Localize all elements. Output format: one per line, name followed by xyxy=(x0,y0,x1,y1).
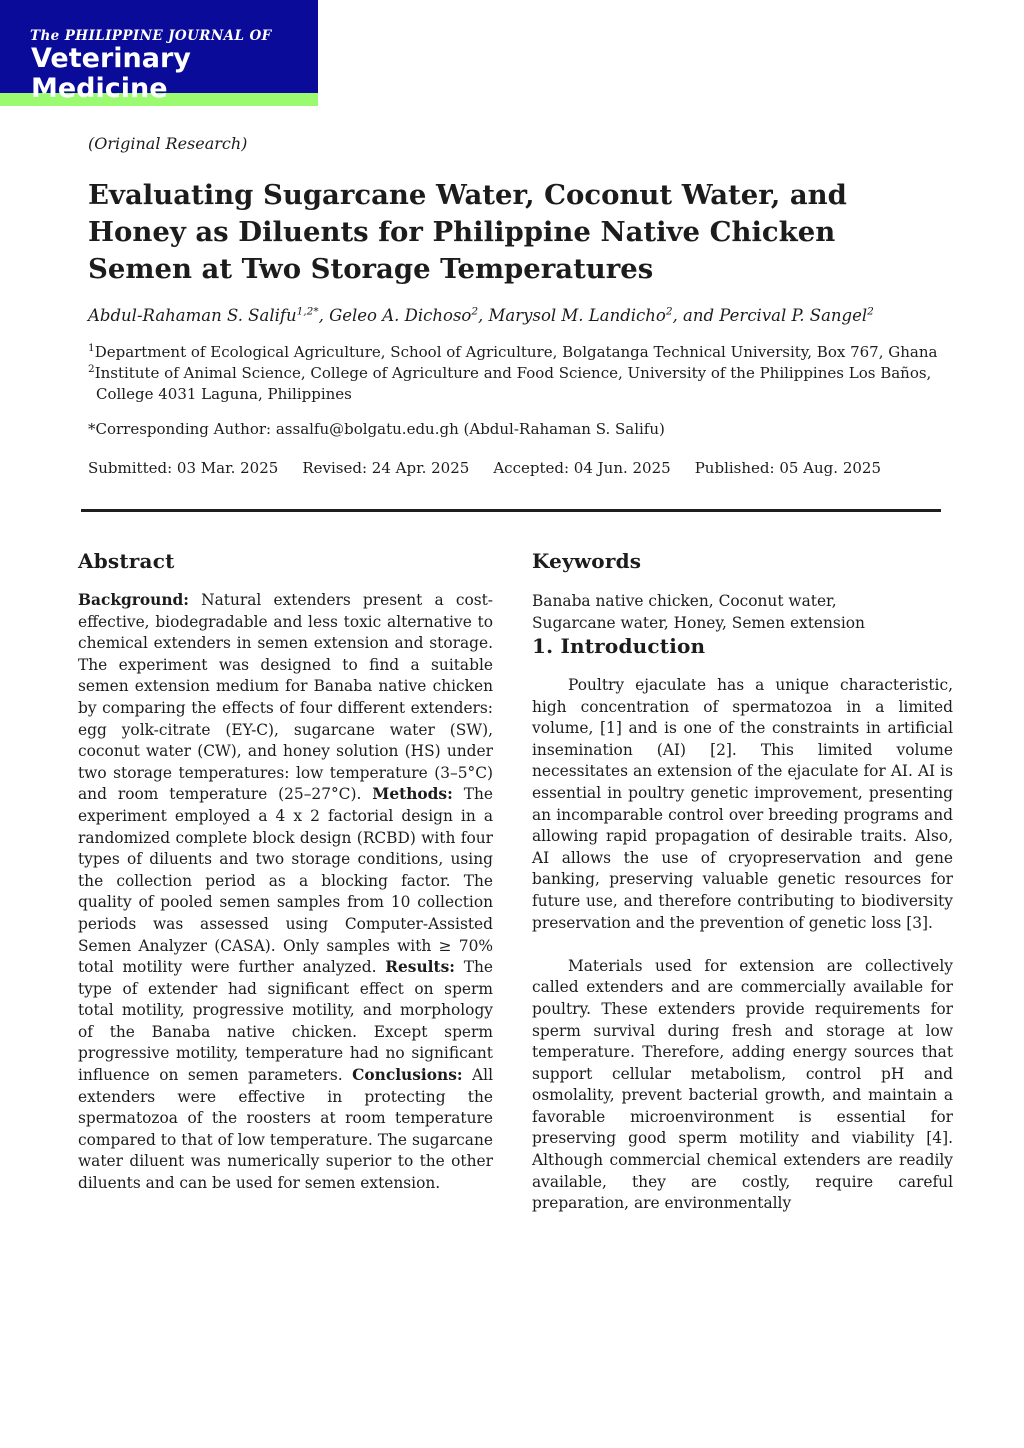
keywords-heading: Keywords xyxy=(532,549,642,573)
author-name: , Marysol M. Landicho xyxy=(478,306,666,325)
authors-line xyxy=(88,305,948,327)
abstract-section-text: The experiment employed a 4 x 2 factorial design in a randomized complete block design (RCBD) with four types of diluents and two storage conditions, using the collection period as a blocking factor. The quality of pooled semen samples from 10 collection periods was assessed using Computer-Assisted Semen Analyzer (CASA). Only samples with ≥ 70% total motility were further analyzed. xyxy=(78,785,493,977)
article-body xyxy=(78,549,1024,1215)
author-superscript: 2 xyxy=(867,305,874,318)
author xyxy=(478,306,673,325)
abstract-section-text: The type of extender had significant effect on sperm total motility, progressive motility, and morphology of the Banaba native chicken. Except sperm progressive motility, temperature had no significant influence on semen parameters. xyxy=(78,958,493,1085)
header-divider xyxy=(81,509,941,512)
affiliation-text-continued: College 4031 Laguna, Philippines xyxy=(96,385,352,403)
abstract-paragraph xyxy=(78,590,493,1195)
keywords-line: Sugarcane water, Honey, Semen extension xyxy=(532,614,865,632)
top-matter xyxy=(88,134,948,479)
affiliations xyxy=(88,342,948,405)
abstract-section-label: Methods: xyxy=(372,785,453,804)
introduction-paragraph: Materials used for extension are collectively called extenders and are commercially available for poultry. These extenders provide requirements for sperm survival during fresh and storage at low temperature. Therefore, adding energy sources that support cellular metabolism, control pH and osmolality, prevent bacterial growth, and maintain a favorable microenvironment is essential for preserving good sperm motility and viability [4]. Although commercial chemical extenders are readily available, they are costly, require careful preparation, are environmentally xyxy=(532,956,953,1213)
author-name: , and Percival P. Sangel xyxy=(672,306,868,325)
dates-row xyxy=(88,458,881,479)
author xyxy=(88,306,319,325)
introduction-paragraph: Poultry ejaculate has a unique characteristic, high concentration of spermatozoa in a limited volume, [1] and is one of the constraints in artificial insemination (AI) [2]. This limited volume necessitates an extension of the ejaculate for AI. AI is essential in poultry genetic improvement, presenting an incomparable control over breeding programs and allowing rapid propagation of desirable traits. Also, AI allows the use of cryopreservation and gene banking, preserving valuable genetic resources for future use, and therefore contributing to biodiversity preservation and the prevention of genetic loss [3]. xyxy=(532,676,953,932)
keywords-list xyxy=(532,590,953,634)
abstract-section xyxy=(78,549,493,1215)
abstract-section-text: Natural extenders present a cost-effective, biodegradable and less toxic alternative to chemical extenders in semen extension and storage. The experiment was designed to find a suitable semen extension medium for Banaba native chicken by comparing the effects of four different extenders: egg yolk-citrate (EY-C), sugarcane water (SW), coconut water (CW), and honey solution (HS) under two storage temperatures: low temperature (3–5°C) and room temperature (25–27°C). xyxy=(78,591,493,804)
right-column xyxy=(532,549,953,1215)
affiliation-text: Department of Ecological Agriculture, School of Agriculture, Bolgatanga Technical University, Box 767, Ghana xyxy=(94,343,938,361)
submitted-date: Submitted: 03 Mar. 2025 xyxy=(88,459,279,477)
article-type-label: (Original Research) xyxy=(88,134,248,153)
abstract-section-label: Results: xyxy=(385,958,455,977)
journal-name-top: The PHILIPPINE JOURNAL OF xyxy=(30,28,272,44)
author-superscript: 1,2* xyxy=(296,305,319,318)
affiliation-superscript: 1 xyxy=(88,342,95,354)
author-name: Abdul-Rahaman S. Salifu xyxy=(88,306,297,325)
published-date: Published: 05 Aug. 2025 xyxy=(694,459,881,477)
affiliation-item xyxy=(88,342,948,363)
author-superscript: 2 xyxy=(471,305,479,318)
affiliation-text: Institute of Animal Science, College of Agriculture and Food Science, University of the Philippines Los Baños, xyxy=(94,364,932,382)
journal-banner xyxy=(0,0,318,104)
author-superscript: 2 xyxy=(665,305,673,318)
page-title: Evaluating Sugarcane Water, Coconut Water, and Honey as Diluents for Philippine Native Chicken Semen at Two Storage Temperatures xyxy=(88,179,847,285)
introduction-heading: 1. Introduction xyxy=(532,634,706,658)
accepted-date: Accepted: 04 Jun. 2025 xyxy=(493,459,671,477)
introduction-body xyxy=(532,675,953,1215)
abstract-section-label: Conclusions: xyxy=(352,1066,463,1085)
revised-date: Revised: 24 Apr. 2025 xyxy=(302,459,470,477)
abstract-section-text: All extenders were effective in protecting the spermatozoa of the roosters at room temperature compared to that of low temperature. The sugarcane water diluent was numerically superior to the other diluents and can be used for semen extension. xyxy=(78,1066,493,1193)
corresponding-author-line: *Corresponding Author: assalfu@bolgatu.edu.gh (Abdul-Rahaman S. Salifu) xyxy=(88,420,665,438)
abstract-section-label: Background: xyxy=(78,591,189,609)
keywords-section xyxy=(532,549,953,634)
author xyxy=(673,306,874,325)
abstract-heading: Abstract xyxy=(78,549,175,573)
keywords-line: Banaba native chicken, Coconut water, xyxy=(532,592,837,610)
journal-name-main: Veterinary Medicine xyxy=(31,43,191,104)
author-name: , Geleo A. Dichoso xyxy=(318,306,472,325)
author xyxy=(319,306,478,325)
affiliation-superscript: 2 xyxy=(88,363,95,375)
affiliation-item xyxy=(88,363,948,384)
introduction-section xyxy=(532,634,953,1215)
